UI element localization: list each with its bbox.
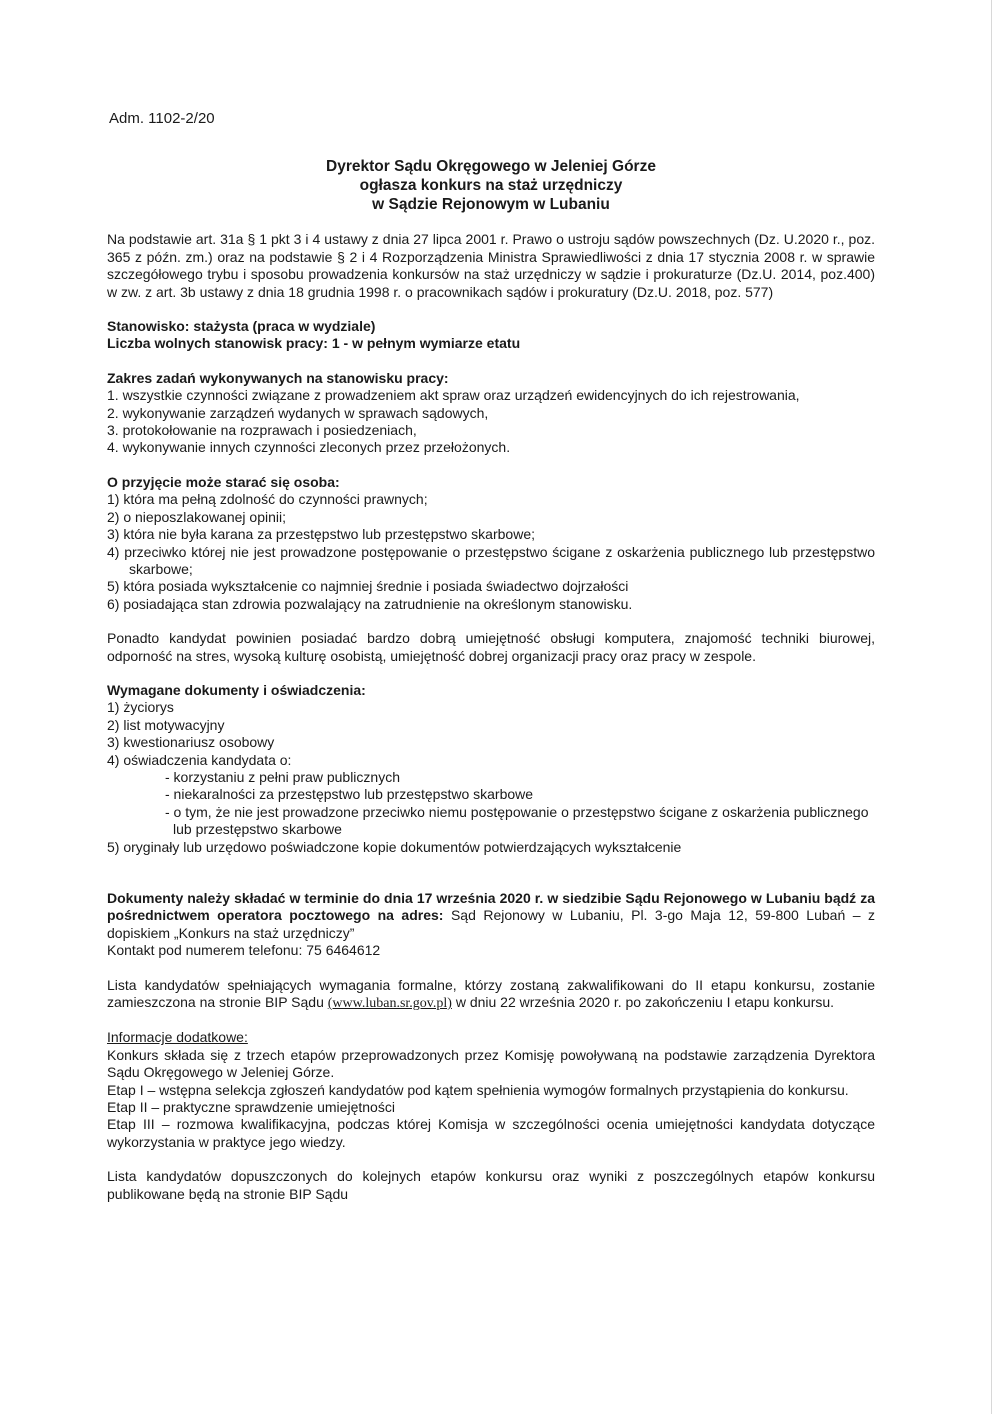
document-item: 2) list motywacyjny (107, 716, 225, 733)
scan-edge-line (991, 0, 992, 1414)
task-item: 3. protokołowanie na rozprawach i posiedzeniach, (107, 422, 417, 439)
eligibility-item: 6) posiadająca stan zdrowia pozwalający na zatrudnienie na określonym stanowisku. (107, 595, 633, 612)
additional-info-heading: Informacje dodatkowe: (107, 1029, 248, 1046)
eligibility-item: 1) która ma pełną zdolność do czynności prawnych; (107, 491, 428, 508)
deadline-paragraph (107, 890, 875, 942)
document-item: 5) oryginały lub urzędowo poświadczone kopie dokumentów potwierdzających wykształcenie (107, 838, 682, 855)
task-item: 1. wszystkie czynności związane z prowadzeniem akt spraw oraz urządzeń ewidencyjnych do ich rejestrowania, (107, 387, 800, 404)
legal-basis: Na podstawie art. 31a § 1 pkt 3 i 4 ustawy z dnia 27 lipca 2001 r. Prawo o ustroju sądów powszechnych (Dz. U.2020 r., poz. 365 z późn. zm.) oraz na podstawie § 2 i 4 Rozporządzenia Ministra Sprawiedliwości z dnia 17 stycznia 2008 r. w sprawie szczegółowego trybu i sposobu prowadzenia konkursów na staż urzędniczy w sądzie i prokuraturze (Dz.U. 2014, poz.400) w zw. z art. 3b ustawy z dnia 18 grudnia 1998 r. o pracownikach sądów i prokuratury (Dz.U. 2018, poz. 577) (107, 231, 875, 300)
bip-link[interactable]: (www.luban.sr.gov.pl) (327, 996, 452, 1012)
candidate-list-paragraph (107, 977, 875, 1013)
document-page (107, 110, 875, 1203)
skills-paragraph: Ponadto kandydat powinien posiadać bardzo dobrą umiejętność obsługi komputera, znajomość techniki biurowej, odporność na stres, wysoką kulturę osobistą, umiejętność dobrej organizacji pracy oraz pracy w zespole. (107, 630, 875, 664)
task-item: 2. wykonywanie zarządzeń wydanych w sprawach sądowych, (107, 404, 489, 421)
eligibility-item: 2) o nieposzlakowanej opinii; (107, 508, 286, 525)
stage-item: Etap III – rozmowa kwalifikacyjna, podczas której Komisja w szczególności ocenia umiejętności kandydata dotyczące wykorzystania w praktyce jego wiedzy. (107, 1116, 875, 1150)
declaration-subitem: - o tym, że nie jest prowadzone przeciwko niemu postępowanie o przestępstwo ścigane z oskarżenia publicznego lub przestępstwo skarbowe (165, 803, 869, 838)
additional-intro: Konkurs składa się z trzech etapów przeprowadzonych przez Komisję powoływaną na podstawie zarządzenia Dyrektora Sądu Okręgowego w Jeleniej Górze. (107, 1046, 875, 1081)
documents-heading: Wymagane dokumenty i oświadczenia: (107, 681, 366, 698)
tasks-heading: Zakres zadań wykonywanych na stanowisku pracy: (107, 369, 449, 386)
document-item: 4) oświadczenia kandydata o: (107, 751, 292, 768)
declaration-subitem: - korzystaniu z pełni praw publicznych (165, 768, 400, 785)
position: Stanowisko: stażysta (praca w wydziale) (107, 318, 376, 335)
deadline-bold: Dokumenty należy składać w terminie do dnia 17 września 2020 r. w siedzibie Sądu Rejonowego w Lubaniu bądź za pośrednictwem operatora pocztowego na adres: (107, 890, 875, 924)
closing-paragraph: Lista kandydatów dopuszczonych do kolejnych etapów konkursu oraz wyniki z poszczególnych etapów konkursu publikowane będą na stronie BIP Sądu (107, 1168, 875, 1202)
declaration-subitem: - niekaralności za przestępstwo lub przestępstwo skarbowe (165, 786, 534, 803)
eligibility-item: 4) przeciwko której nie jest prowadzone postępowanie o przestępstwo ścigane z oskarżenia publicznego lub przestępstwo skarbowe; (107, 543, 875, 577)
title-line-3: w Sądzie Rejonowym w Lubaniu (372, 196, 610, 214)
document-item: 1) życiorys (107, 699, 174, 716)
eligibility-item: 5) która posiada wykształcenie co najmniej średnie i posiada świadectwo dojrzałości (107, 578, 629, 595)
reference-number: Adm. 1102-2/20 (109, 110, 215, 127)
task-item: 4. wykonywanie innych czynności zleconych przez przełożonych. (107, 439, 511, 456)
list-text-before: Lista kandydatów spełniających wymagania formalne, którzy zostaną zakwalifikowani do II etapu konkursu, zostanie zamieszczona na stronie BIP Sądu (107, 976, 875, 1011)
title-line-2: ogłasza konkurs na staż urzędniczy (359, 177, 623, 195)
contact-phone: Kontakt pod numerem telefonu: 75 6464612 (107, 942, 381, 959)
eligibility-item: 3) która nie była karana za przestępstwo lub przestępstwo skarbowe; (107, 526, 535, 543)
list-text-after: w dniu 22 września 2020 r. po zakończeniu I etapu konkursu. (451, 994, 835, 1011)
stage-item: Etap I – wstępna selekcja zgłoszeń kandydatów pod kątem spełnienia wymogów formalnych przystąpienia do konkursu. (107, 1081, 849, 1098)
document-item: 3) kwestionariusz osobowy (107, 734, 275, 751)
title-line-1: Dyrektor Sądu Okręgowego w Jeleniej Górze (326, 158, 656, 176)
stage-item: Etap II – praktyczne sprawdzenie umiejętności (107, 1099, 395, 1116)
document-title (107, 157, 875, 214)
eligibility-heading: O przyjęcie może starać się osoba: (107, 473, 340, 490)
vacancies: Liczba wolnych stanowisk pracy: 1 - w pełnym wymiarze etatu (107, 335, 521, 352)
deadline-address: Sąd Rejonowy w Lubaniu, Pl. 3-go Maja 12, 59-800 Lubań – z dopiskiem „Konkurs na staż urzędniczy” (107, 907, 875, 941)
